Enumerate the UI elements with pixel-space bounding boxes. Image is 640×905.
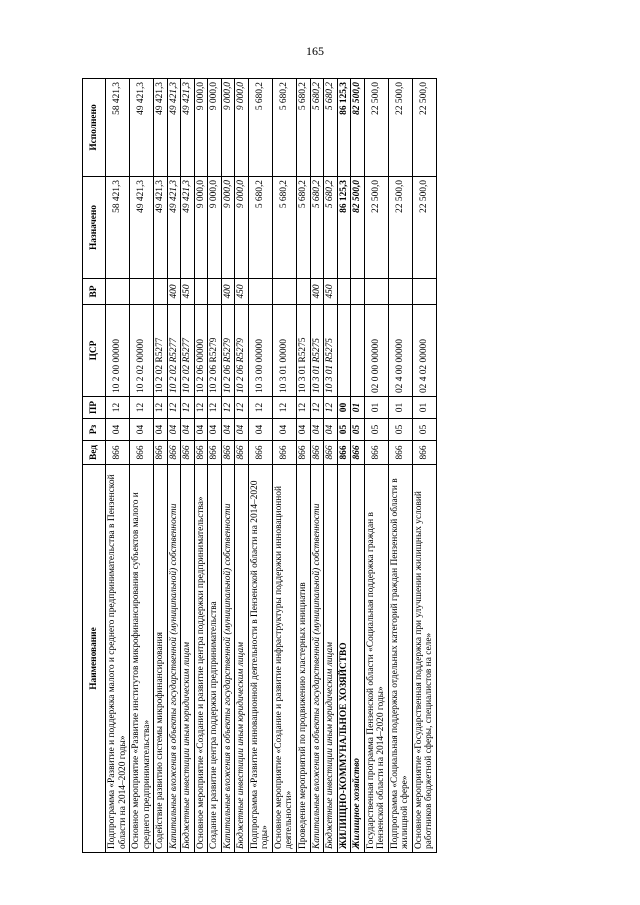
cell-vr [337,279,351,305]
cell-name: Бюджетные инвестиции иным юридическим лицам [324,465,338,853]
cell-vr [248,279,272,305]
cell-vr: 400 [221,279,235,305]
cell-rz: 04 [235,419,249,441]
cell-assigned: 5 680,2 [272,177,296,279]
cell-pr: 12 [154,397,168,419]
cell-ved: 866 [130,441,154,465]
table-row [296,79,310,853]
cell-executed: 49 421,3 [181,79,195,177]
cell-pr: 12 [248,397,272,419]
cell-csr: 10 2 02 R5277 [181,305,195,397]
cell-assigned: 5 680,2 [324,177,338,279]
cell-rz: 04 [167,419,181,441]
cell-csr: 02 4 02 00000 [412,305,436,397]
cell-name: Бюджетные инвестиции иным юридическим лицам [181,465,195,853]
table-row [272,79,296,853]
cell-executed: 58 421,3 [106,79,130,177]
cell-name: Жилищное хозяйство [351,465,365,853]
cell-csr: 10 3 01 00000 [272,305,296,397]
cell-vr [388,279,412,305]
cell-csr: 10 2 02 00000 [130,305,154,397]
cell-csr: 10 2 00 00000 [106,305,130,397]
cell-assigned: 9 000,0 [221,177,235,279]
cell-rz: 04 [324,419,338,441]
cell-ved: 866 [248,441,272,465]
table-row [351,79,365,853]
cell-pr: 12 [106,397,130,419]
cell-assigned: 9 000,0 [208,177,222,279]
cell-ved: 866 [388,441,412,465]
table-row [388,79,412,853]
cell-pr: 01 [364,397,388,419]
cell-rz: 04 [208,419,222,441]
cell-rz: 04 [310,419,324,441]
header-ved: Вед [83,441,106,465]
cell-pr: 12 [181,397,195,419]
table-row [248,79,272,853]
cell-executed: 49 421,3 [130,79,154,177]
cell-csr: 10 2 06 00000 [194,305,208,397]
table-row [130,79,154,853]
cell-ved: 866 [106,441,130,465]
cell-name: Капитальные вложения в объекты государственной (муниципальной) собственности [167,465,181,853]
cell-executed: 9 000,0 [221,79,235,177]
cell-name: Основное мероприятие «Создание и развитие центра поддержки предпринимательства» [194,465,208,853]
cell-csr [337,305,351,397]
cell-pr: 12 [221,397,235,419]
cell-executed: 9 000,0 [235,79,249,177]
cell-vr [296,279,310,305]
cell-csr: 10 2 02 R5277 [154,305,168,397]
cell-name: Содействие развитию системы микрофинансирования [154,465,168,853]
header-name: Наименование [83,465,106,853]
cell-name: Основное мероприятие «Государственная поддержка при улучшении жилищных условий работников бюджетной сферы, специалистов на селе» [412,465,436,853]
cell-pr: 12 [194,397,208,419]
cell-rz: 05 [351,419,365,441]
cell-name: Бюджетные инвестиции иным юридическим лицам [235,465,249,853]
cell-ved: 866 [167,441,181,465]
cell-csr: 10 2 06 R5279 [235,305,249,397]
cell-assigned: 49 421,3 [130,177,154,279]
cell-csr: 10 2 06 R5279 [221,305,235,397]
cell-name: Подпрограмма «Развитие и поддержка малого и среднего предпринимательства в Пензенской области на 2014–2020 годы» [106,465,130,853]
cell-rz: 04 [154,419,168,441]
table-row [324,79,338,853]
cell-pr: 00 [337,397,351,419]
cell-name: Государственная программа Пензенской области «Социальная поддержка граждан в Пензенской области на 2014–2020 годы» [364,465,388,853]
cell-csr: 10 3 01 R5275 [324,305,338,397]
header-assigned: Назначено [83,177,106,279]
cell-executed: 5 680,2 [310,79,324,177]
cell-pr: 12 [324,397,338,419]
cell-assigned: 49 421,3 [181,177,195,279]
cell-ved: 866 [208,441,222,465]
cell-executed: 49 421,3 [167,79,181,177]
table-row [194,79,208,853]
cell-assigned: 5 680,2 [248,177,272,279]
cell-vr [351,279,365,305]
cell-executed: 9 000,0 [194,79,208,177]
cell-assigned: 9 000,0 [194,177,208,279]
cell-ved: 866 [221,441,235,465]
cell-assigned: 49 421,3 [167,177,181,279]
cell-ved: 866 [272,441,296,465]
cell-rz: 04 [296,419,310,441]
header-executed: Исполнено [83,79,106,177]
cell-vr [364,279,388,305]
cell-csr: 10 2 02 R5277 [167,305,181,397]
cell-vr [412,279,436,305]
cell-pr: 12 [167,397,181,419]
cell-assigned: 86 125,3 [337,177,351,279]
table-row [310,79,324,853]
page-number: 165 [306,44,324,58]
cell-csr: 02 0 00 00000 [364,305,388,397]
cell-executed: 22 500,0 [412,79,436,177]
cell-executed: 22 500,0 [364,79,388,177]
cell-rz: 04 [194,419,208,441]
cell-name: Капитальные вложения в объекты государственной (муниципальной) собственности [221,465,235,853]
cell-rz: 05 [337,419,351,441]
cell-executed: 5 680,2 [324,79,338,177]
cell-ved: 866 [337,441,351,465]
cell-name: Подпрограмма «Социальная поддержка отдельных категорий граждан Пензенской области в жилищной сфере» [388,465,412,853]
cell-vr [130,279,154,305]
cell-vr: 400 [167,279,181,305]
table-row [221,79,235,853]
cell-pr: 12 [310,397,324,419]
cell-executed: 5 680,2 [272,79,296,177]
table-row [181,79,195,853]
table-header-row [83,79,106,853]
cell-vr [154,279,168,305]
cell-ved: 866 [154,441,168,465]
cell-vr [194,279,208,305]
table-row [412,79,436,853]
cell-assigned: 82 500,0 [351,177,365,279]
cell-pr: 01 [412,397,436,419]
cell-pr: 01 [351,397,365,419]
budget-table [82,78,437,853]
cell-csr: 02 4 00 00000 [388,305,412,397]
header-vr: ВР [83,279,106,305]
cell-rz: 05 [388,419,412,441]
cell-rz: 04 [248,419,272,441]
cell-assigned: 22 500,0 [364,177,388,279]
header-pr: ПР [83,397,106,419]
cell-executed: 86 125,3 [337,79,351,177]
cell-assigned: 22 500,0 [388,177,412,279]
cell-executed: 9 000,0 [208,79,222,177]
cell-executed: 5 680,2 [248,79,272,177]
header-rz: Рз [83,419,106,441]
cell-pr: 12 [272,397,296,419]
cell-csr: 10 3 01 R5275 [296,305,310,397]
cell-rz: 04 [272,419,296,441]
cell-ved: 866 [310,441,324,465]
cell-vr [208,279,222,305]
cell-executed: 22 500,0 [388,79,412,177]
cell-vr: 450 [324,279,338,305]
cell-executed: 49 421,3 [154,79,168,177]
cell-assigned: 5 680,2 [296,177,310,279]
cell-assigned: 22 500,0 [412,177,436,279]
table-row [106,79,130,853]
table-row [154,79,168,853]
cell-pr: 01 [388,397,412,419]
cell-vr: 400 [310,279,324,305]
cell-pr: 12 [296,397,310,419]
cell-executed: 82 500,0 [351,79,365,177]
table-row [235,79,249,853]
cell-name: Создание и развитие центра поддержки предпринимательства [208,465,222,853]
cell-ved: 866 [181,441,195,465]
cell-ved: 866 [194,441,208,465]
cell-csr [351,305,365,397]
cell-rz: 05 [412,419,436,441]
header-csr: ЦСР [83,305,106,397]
cell-vr [272,279,296,305]
table-row [364,79,388,853]
cell-vr [106,279,130,305]
cell-rz: 04 [130,419,154,441]
cell-ved: 866 [324,441,338,465]
cell-pr: 12 [208,397,222,419]
table-row [208,79,222,853]
cell-assigned: 49 421,3 [154,177,168,279]
cell-name: Подпрограмма «Развитие инновационной деятельности в Пензенской области на 2014–2020 годы» [248,465,272,853]
cell-ved: 866 [235,441,249,465]
cell-vr: 450 [181,279,195,305]
cell-name: Основное мероприятие «Создание и развитие инфраструктуры поддержки инновационной деятельности» [272,465,296,853]
cell-assigned: 5 680,2 [310,177,324,279]
cell-name: ЖИЛИЩНО-КОММУНАЛЬНОЕ ХОЗЯЙСТВО [337,465,351,853]
cell-rz: 05 [364,419,388,441]
cell-csr: 10 3 01 R5275 [310,305,324,397]
cell-name: Проведение мероприятий по продвижению кластерных инициатив [296,465,310,853]
cell-pr: 12 [130,397,154,419]
cell-rz: 04 [106,419,130,441]
cell-ved: 866 [412,441,436,465]
cell-executed: 5 680,2 [296,79,310,177]
cell-pr: 12 [235,397,249,419]
cell-rz: 04 [181,419,195,441]
cell-ved: 866 [351,441,365,465]
cell-ved: 866 [364,441,388,465]
cell-vr: 450 [235,279,249,305]
table-row [167,79,181,853]
table-row [337,79,351,853]
cell-assigned: 58 421,3 [106,177,130,279]
cell-rz: 04 [221,419,235,441]
cell-csr: 10 2 06 R5279 [208,305,222,397]
cell-name: Основное мероприятие «Развитие институтов микрофинансирования субъектов малого и среднего предпринимательства» [130,465,154,853]
cell-assigned: 9 000,0 [235,177,249,279]
cell-csr: 10 3 00 00000 [248,305,272,397]
cell-ved: 866 [296,441,310,465]
cell-name: Капитальные вложения в объекты государственной (муниципальной) собственности [310,465,324,853]
